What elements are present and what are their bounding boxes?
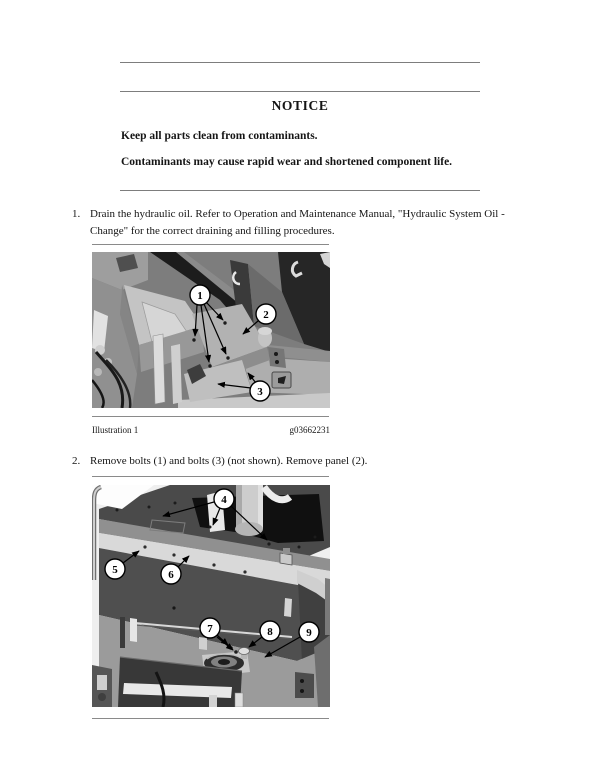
step-item-2	[72, 453, 542, 470]
illustration-2-top-rule	[92, 476, 329, 477]
step-1-number: 1.	[72, 208, 81, 220]
callout-5-badge	[105, 559, 125, 579]
illustration-2-figure	[92, 476, 330, 721]
illustration-1-photo	[92, 252, 330, 408]
svg-text:8: 8	[267, 625, 273, 638]
svg-text:3: 3	[257, 385, 263, 398]
step-2-number: 2.	[72, 455, 81, 467]
callout-4-badge	[214, 489, 234, 509]
illustration-1-figure	[92, 244, 330, 444]
svg-text:5: 5	[112, 563, 118, 576]
notice-warning-2: Contaminants may cause rapid wear and shortened component life.	[121, 156, 453, 168]
step-1-text: Drain the hydraulic oil. Refer to Operation and Maintenance Manual, "Hydraulic System Oil - Change" for the correct draining and filling procedures.	[90, 208, 505, 237]
illustration-1-bottom-rule	[92, 416, 329, 417]
notice-warning-1: Keep all parts clean from contaminants.	[121, 130, 318, 142]
svg-text:2: 2	[263, 308, 269, 321]
notice-bottom-rule	[120, 190, 480, 191]
callout-9-badge	[299, 622, 319, 642]
svg-text:1: 1	[197, 289, 203, 302]
svg-text:6: 6	[168, 568, 174, 581]
callout-1-badge	[190, 285, 210, 305]
callout-3-badge	[250, 381, 270, 401]
illustration-2-photo	[92, 485, 330, 707]
notice-top-rule-2	[120, 91, 480, 92]
illustration-1-caption	[92, 425, 330, 435]
step-item-1	[72, 206, 542, 240]
svg-text:7: 7	[207, 622, 213, 635]
notice-top-rule-1	[120, 62, 480, 63]
illustration-2-bottom-rule	[92, 718, 329, 719]
svg-text:9: 9	[306, 626, 312, 639]
illustration-1-caption-code: g03662231	[289, 425, 330, 435]
illustration-1-top-rule	[92, 244, 329, 245]
svg-text:4: 4	[221, 493, 227, 506]
callout-7-badge	[200, 618, 220, 638]
callout-6-badge	[161, 564, 181, 584]
callout-2-badge	[256, 304, 276, 324]
illustration-1-caption-label: Illustration 1	[92, 425, 139, 435]
callout-8-badge	[260, 621, 280, 641]
step-2-text: Remove bolts (1) and bolts (3) (not shown). Remove panel (2).	[90, 455, 368, 467]
notice-title: NOTICE	[271, 98, 329, 113]
